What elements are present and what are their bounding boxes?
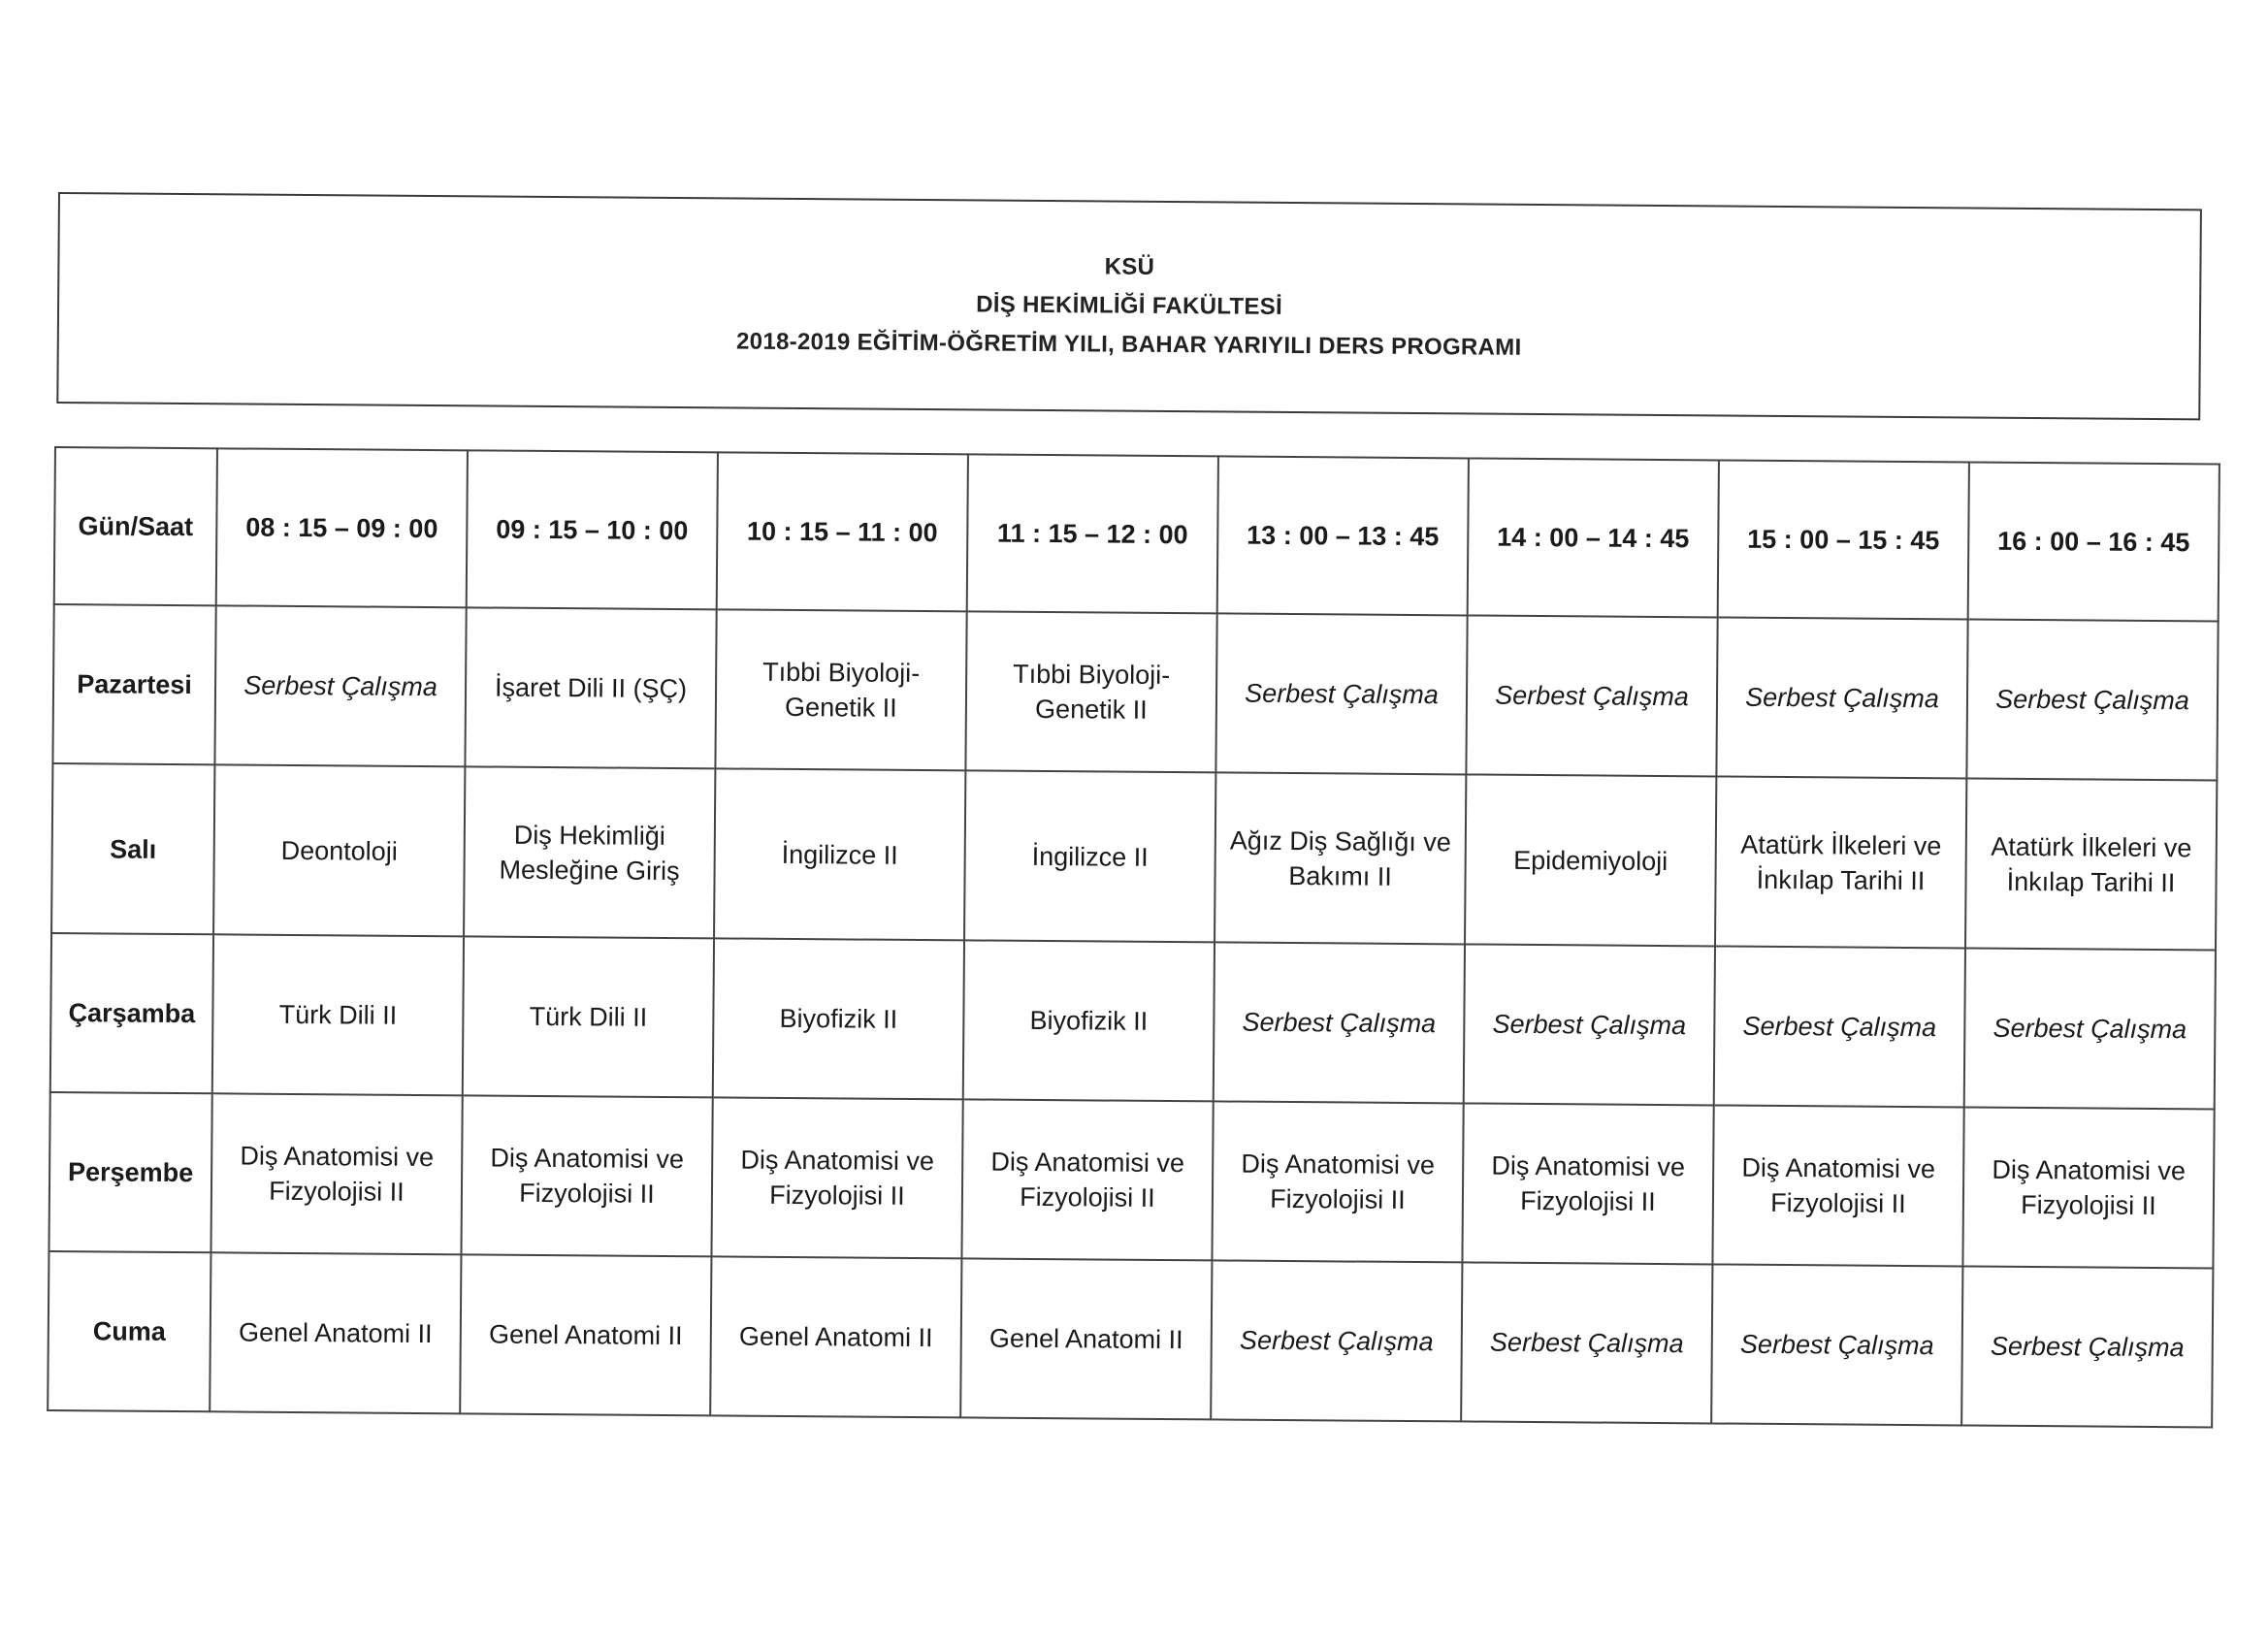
course-cell bbox=[1215, 613, 1467, 774]
course-text: Serbest Çalışma bbox=[1742, 1011, 1937, 1043]
course-cell bbox=[1214, 942, 1465, 1103]
course-cell bbox=[1215, 772, 1466, 944]
table-row bbox=[51, 763, 2217, 951]
course-text: Serbest Çalışma bbox=[1993, 1013, 2187, 1045]
course-cell bbox=[212, 934, 464, 1095]
course-cell bbox=[213, 764, 465, 936]
course-cell bbox=[713, 938, 964, 1099]
course-text: Serbest Çalışma bbox=[243, 670, 437, 702]
course-text: Genetik II bbox=[1035, 694, 1148, 725]
course-text: Deontoloji bbox=[280, 835, 398, 866]
course-cell bbox=[463, 936, 714, 1097]
course-text: Diş Anatomisi ve bbox=[990, 1147, 1185, 1179]
course-cell bbox=[214, 605, 466, 766]
course-cell bbox=[1466, 615, 1717, 776]
course-text: Tıbbi Biyoloji- bbox=[762, 657, 921, 689]
course-text: Serbest Çalışma bbox=[1245, 678, 1439, 710]
course-cell bbox=[1715, 776, 1966, 948]
course-cell bbox=[963, 940, 1215, 1101]
course-cell bbox=[964, 770, 1215, 942]
day-label: Pazartesi bbox=[52, 604, 215, 764]
course-text: Genel Anatomi II bbox=[488, 1319, 683, 1351]
table-row bbox=[52, 604, 2218, 781]
course-text: İngilizce II bbox=[781, 839, 898, 870]
course-text: Diş Anatomisi ve bbox=[1741, 1152, 1936, 1184]
table-row bbox=[49, 1092, 2214, 1269]
course-cell bbox=[965, 611, 1216, 772]
course-text: Bakımı II bbox=[1288, 860, 1392, 891]
course-text: Serbest Çalışma bbox=[1495, 680, 1689, 712]
faculty-name: DİŞ HEKİMLİĞİ FAKÜLTESİ bbox=[976, 291, 1283, 320]
course-cell bbox=[1714, 946, 1965, 1107]
table-row bbox=[48, 1251, 2213, 1428]
time-slot-header: 10 : 15 – 11 : 00 bbox=[717, 452, 968, 611]
course-text: Serbest Çalışma bbox=[1990, 1331, 2185, 1363]
course-text: Biyofizik II bbox=[779, 1003, 898, 1034]
course-cell bbox=[710, 1256, 961, 1417]
course-text: Epidemiyoloji bbox=[1513, 845, 1669, 876]
time-slot-header: 16 : 00 – 16 : 45 bbox=[1968, 463, 2219, 622]
course-text: Genel Anatomi II bbox=[738, 1321, 933, 1353]
day-label: Cuma bbox=[48, 1251, 211, 1411]
course-text: İngilizce II bbox=[1031, 841, 1149, 872]
header-row bbox=[54, 447, 2219, 622]
course-text: Genel Anatomi II bbox=[988, 1323, 1183, 1355]
course-text: Genetik II bbox=[785, 692, 897, 723]
course-text: Ağız Diş Sağlığı ve bbox=[1229, 825, 1452, 857]
course-text: Türk Dili II bbox=[529, 1001, 648, 1032]
course-text: Fizyolojisi II bbox=[1020, 1181, 1155, 1212]
course-cell bbox=[1464, 944, 1715, 1105]
course-cell bbox=[210, 1252, 461, 1413]
course-cell bbox=[1961, 1266, 2213, 1427]
course-cell bbox=[1212, 1101, 1463, 1262]
course-cell bbox=[1211, 1260, 1462, 1421]
course-cell bbox=[961, 1099, 1213, 1260]
course-text: İşaret Dili II (ŞÇ) bbox=[494, 672, 688, 704]
course-cell bbox=[1711, 1264, 1962, 1425]
course-text: Diş Anatomisi ve bbox=[740, 1145, 935, 1177]
time-slot-header: 13 : 00 – 13 : 45 bbox=[1217, 456, 1469, 615]
course-text: Serbest Çalışma bbox=[1995, 684, 2189, 716]
course-cell bbox=[1465, 774, 1716, 946]
course-text: Serbest Çalışma bbox=[1745, 682, 1939, 714]
institution-name: KSÜ bbox=[1104, 253, 1155, 280]
corner-cell: Gün/Saat bbox=[54, 447, 217, 605]
course-cell bbox=[960, 1258, 1212, 1419]
course-text: Fizyolojisi II bbox=[1270, 1183, 1406, 1214]
course-text: Serbest Çalışma bbox=[1492, 1009, 1687, 1041]
course-cell bbox=[461, 1095, 712, 1256]
course-cell bbox=[1716, 617, 1967, 778]
course-cell bbox=[1965, 778, 2217, 950]
course-text: Serbest Çalışma bbox=[1739, 1329, 1934, 1361]
course-text: Atatürk İlkeleri ve bbox=[1991, 831, 2192, 862]
course-cell bbox=[465, 607, 716, 768]
time-slot-header: 14 : 00 – 14 : 45 bbox=[1468, 458, 1719, 617]
course-text: İnkılap Tarihi II bbox=[1756, 864, 1926, 895]
course-cell bbox=[1712, 1105, 1963, 1266]
course-cell bbox=[714, 768, 965, 940]
course-text: Fizyolojisi II bbox=[2021, 1189, 2156, 1221]
course-text: Tıbbi Biyoloji- bbox=[1013, 659, 1171, 691]
course-text: Diş Anatomisi ve bbox=[1491, 1150, 1686, 1182]
course-cell bbox=[464, 766, 715, 938]
day-label: Perşembe bbox=[49, 1092, 211, 1252]
course-cell bbox=[1962, 1107, 2214, 1268]
course-text: Diş Anatomisi ve bbox=[1992, 1154, 2187, 1186]
title-box bbox=[56, 192, 2202, 420]
day-label: Salı bbox=[51, 763, 214, 934]
course-cell bbox=[1966, 619, 2218, 780]
program-title: 2018-2019 EĞİTİM-ÖĞRETİM YILI, BAHAR YARIYILI DERS PROGRAMI bbox=[735, 328, 1522, 361]
table-row bbox=[50, 933, 2216, 1110]
course-text: Fizyolojisi II bbox=[519, 1178, 655, 1209]
course-text: Türk Dili II bbox=[278, 999, 398, 1030]
course-cell bbox=[1964, 948, 2216, 1109]
day-label: Çarşamba bbox=[50, 933, 213, 1093]
time-slot-header: 11 : 15 – 12 : 00 bbox=[967, 454, 1218, 613]
course-text: Fizyolojisi II bbox=[769, 1180, 905, 1211]
course-text: Diş Anatomisi ve bbox=[1241, 1148, 1436, 1180]
course-text: İnkılap Tarihi II bbox=[2006, 866, 2176, 897]
course-cell bbox=[715, 609, 966, 770]
course-text: Diş Hekimliği bbox=[513, 820, 665, 851]
course-text: Diş Anatomisi ve bbox=[240, 1141, 435, 1173]
course-text: Biyofizik II bbox=[1029, 1005, 1149, 1036]
course-text: Atatürk İlkeleri ve bbox=[1740, 829, 1942, 860]
course-text: Fizyolojisi II bbox=[1770, 1187, 1906, 1219]
time-slot-header: 15 : 00 – 15 : 45 bbox=[1718, 460, 1969, 619]
course-text: Fizyolojisi II bbox=[1520, 1185, 1656, 1216]
schedule-body bbox=[48, 604, 2218, 1427]
time-slot-header: 09 : 15 – 10 : 00 bbox=[467, 450, 718, 609]
time-slot-header: 08 : 15 – 09 : 00 bbox=[216, 448, 468, 607]
course-cell bbox=[211, 1093, 462, 1254]
course-text: Genel Anatomi II bbox=[238, 1317, 433, 1349]
course-text: Diş Anatomisi ve bbox=[490, 1143, 685, 1175]
course-text: Mesleğine Giriş bbox=[499, 855, 680, 886]
course-cell bbox=[460, 1254, 711, 1415]
course-text: Serbest Çalışma bbox=[1242, 1007, 1437, 1039]
course-text: Serbest Çalışma bbox=[1239, 1325, 1434, 1357]
schedule-table bbox=[47, 446, 2220, 1429]
course-cell bbox=[711, 1097, 962, 1258]
course-text: Serbest Çalışma bbox=[1489, 1327, 1684, 1359]
course-cell bbox=[1461, 1262, 1712, 1423]
course-text: Fizyolojisi II bbox=[269, 1176, 405, 1207]
course-cell bbox=[1462, 1103, 1713, 1264]
